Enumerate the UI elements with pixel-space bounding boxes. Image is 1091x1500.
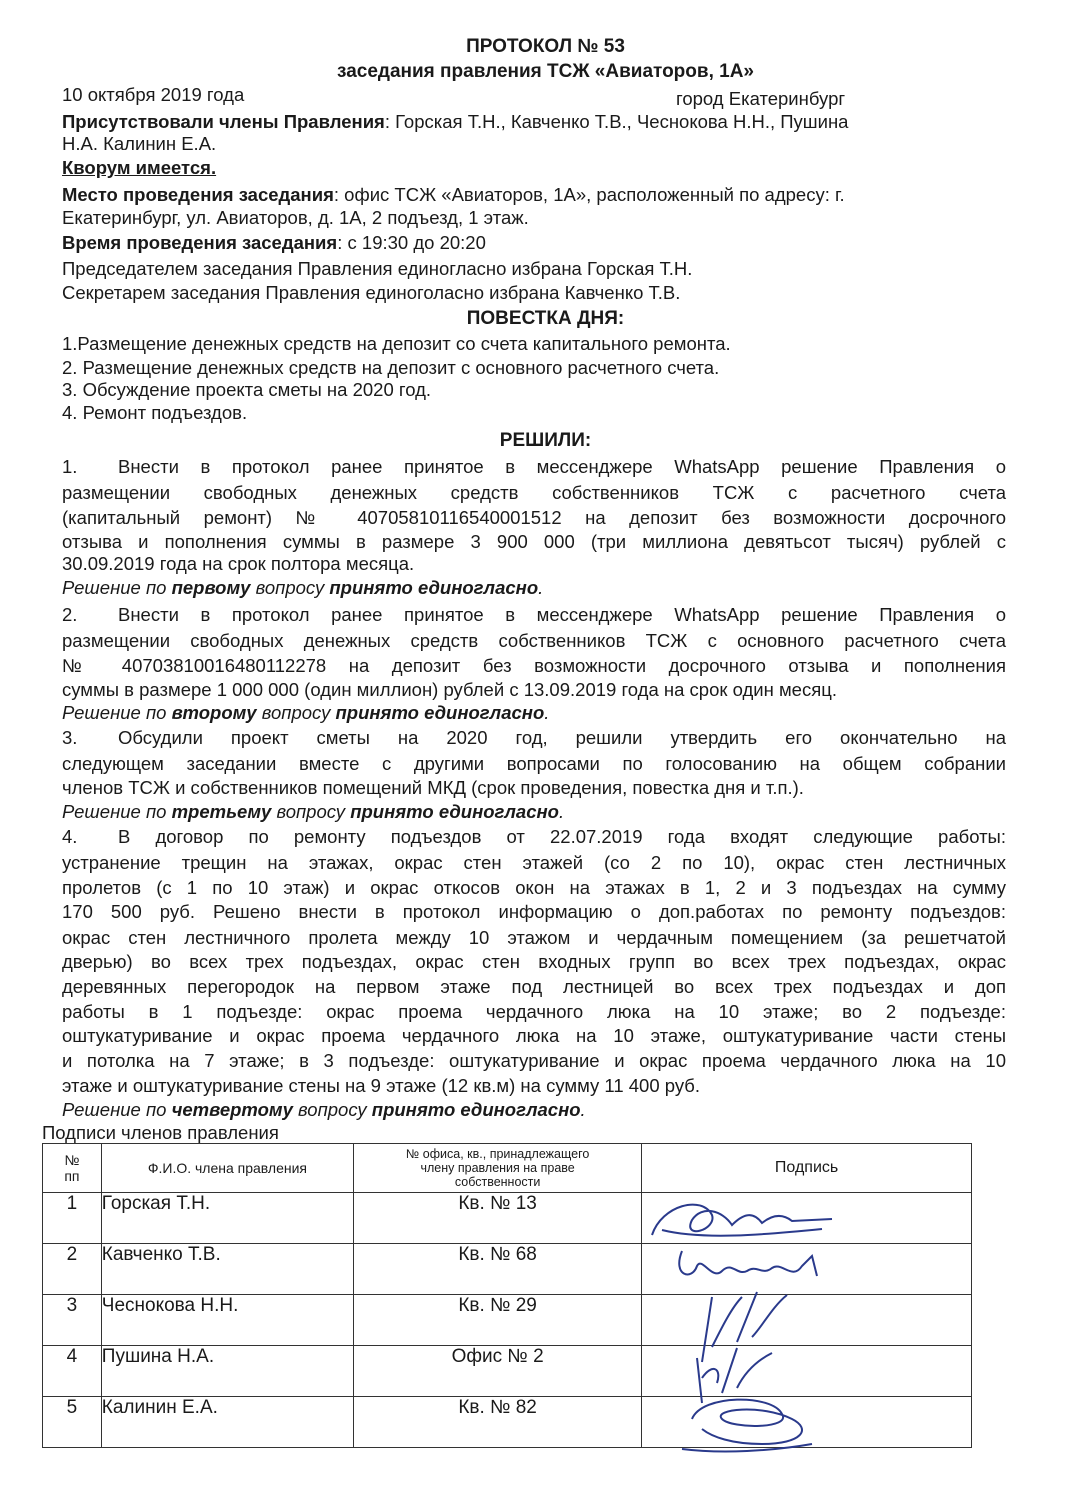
agenda-item: 2. Размещение денежных средств на депозит с основного расчетного счета.: [62, 357, 720, 378]
decision-4-line: работы в 1 подъезде: окрас проема чердачного люка на 10 этаже; во 2 подъезде:: [62, 1001, 1006, 1022]
attendance-line-2: Н.А. Калинин Е.А.: [62, 133, 217, 154]
signatures-table: [42, 1143, 972, 1448]
place-label: Место проведения заседания: [62, 184, 334, 205]
decision-2-line: суммы в размере 1 000 000 (один миллион) рублей с 13.09.2019 года на срок один месяц.: [62, 679, 837, 700]
member-office: Кв. № 82: [354, 1397, 642, 1448]
chairman-line: Председателем заседания Правления единогласно избрана Горская Т.Н.: [62, 258, 693, 279]
document-subtitle: заседания правления ТСЖ «Авиаторов, 1А»: [337, 61, 754, 82]
attendance-line: [62, 111, 1006, 133]
decision-3-line: следующем заседании вместе с другими вопросами по голосованию на общем собрании: [62, 753, 1006, 774]
member-name: Пушина Н.А.: [101, 1346, 353, 1397]
decision-2-line: № 40703810016480112278 на депозит без возможности досрочного отзыва и пополнения: [62, 655, 1006, 676]
table-row: 1 Горская Т.Н. Кв. № 13: [43, 1193, 972, 1244]
place-line-2: Екатеринбург, ул. Авиаторов, д. 1А, 2 подъезд, 1 этаж.: [62, 207, 529, 228]
attendance-list: : Горская Т.Н., Кавченко Т.В., Чеснокова Н.Н., Пушина: [384, 111, 849, 132]
col-num-header: № пп: [43, 1144, 102, 1193]
document-title: ПРОТОКОЛ № 53: [466, 36, 625, 57]
decision-1-line: (капитальный ремонт) № 40705810116540001512 на депозит без возможности досрочного: [62, 507, 1006, 528]
agenda-heading: ПОВЕСТКА ДНЯ:: [466, 308, 625, 329]
decision-4-line: 170 500 руб. Решено внести в протокол информацию о доп.работах по ремонту подъездов:: [62, 901, 1006, 922]
time-line: Время проведения заседания: с 19:30 до 20:20: [62, 232, 486, 253]
place-line: Место проведения заседания: офис ТСЖ «Авиаторов, 1А», расположенный по адресу: г.: [62, 184, 845, 205]
secretary-line: Секретарем заседания Правления единоголасно избрана Кавченко Т.В.: [62, 282, 681, 303]
decision-4-line: устранение трещин на этажах, окрас стен этажей (со 2 по 10), окрас стен лестничных: [62, 852, 1006, 873]
decision-3-line: членов ТСЖ и собственников помещений МКД (срок проведения, повестка дня и т.п.).: [62, 777, 804, 798]
decision-4-line: этаже и оштукатуривание стены на 9 этаже (12 кв.м) на сумму 11 400 руб.: [62, 1075, 701, 1096]
member-name: Чеснокова Н.Н.: [101, 1295, 353, 1346]
quorum: Кворум имеется.: [62, 157, 217, 178]
meeting-city: город Екатеринбург: [676, 88, 846, 109]
agenda-item: 1.Размещение денежных средств на депозит со счета капитального ремонта.: [62, 333, 731, 354]
decision-1-line: размещении свободных денежных средств собственников ТСЖ с расчетного счета: [62, 482, 1006, 503]
decision-4-line: пролетов (с 1 по 10 этаж) и окрас откосов окон на этажах в 1, 2 и 3 подъездах на сумму: [62, 877, 1006, 898]
member-office: Кв. № 68: [354, 1244, 642, 1295]
member-name: Горская Т.Н.: [101, 1193, 353, 1244]
decision-2-line: размещении свободных денежных средств собственников ТСЖ с основного расчетного счета: [62, 630, 1006, 651]
decision-4-line: деревянных перегородок на первом этаже под лестницей во всех трех подъездах и доп: [62, 976, 1006, 997]
member-name: Кавченко Т.В.: [101, 1244, 353, 1295]
decision-1-line: отзыва и пополнения суммы в размере 3 900 000 (три миллиона девятьсот тысяч) рублей с: [62, 531, 1006, 552]
signatures-caption: Подписи членов правления: [42, 1122, 279, 1143]
vote-result-3: Решение по третьему вопросу принято единогласно.: [62, 801, 565, 822]
member-name: Калинин Е.А.: [101, 1397, 353, 1448]
decisions-heading: РЕШИЛИ:: [499, 430, 592, 451]
decision-4-line: и потолка на 7 этаже; в 3 подъезде: оштукатуривание и окрас проема чердачного люка на 10: [62, 1050, 1006, 1071]
vote-result-1: Решение по первому вопросу принято единогласно.: [62, 577, 544, 598]
member-office: Офис № 2: [354, 1346, 642, 1397]
time-label: Время проведения заседания: [62, 232, 338, 253]
table-row: 3 Чеснокова Н.Н. Кв. № 29: [43, 1295, 972, 1346]
signature-5: [642, 1397, 972, 1448]
decision-1-line: 30.09.2019 года на срок полтора месяца.: [62, 553, 415, 574]
decision-4-line: оштукатуривание и окрас проема чердачного люка на 10 этаже, оштукатуривание части стены: [62, 1025, 1006, 1046]
decision-4-line: дверью) во всех трех подъездах, окрас стен входных групп во всех трех подъездах, окрас: [62, 951, 1006, 972]
agenda-item: 4. Ремонт подъездов.: [62, 402, 248, 423]
member-office: Кв. № 29: [354, 1295, 642, 1346]
table-row: 5 Калинин Е.А. Кв. № 82: [43, 1397, 972, 1448]
col-office-header: № офиса, кв., принадлежащего члену правления на праве собственности: [354, 1144, 642, 1193]
col-sign-header: Подпись: [642, 1144, 972, 1193]
agenda-item: 3. Обсуждение проекта сметы на 2020 год.: [62, 379, 432, 400]
table-row: 4 Пушина Н.А. Офис № 2: [43, 1346, 972, 1397]
member-office: Кв. № 13: [354, 1193, 642, 1244]
vote-result-2: Решение по второму вопросу принято единогласно.: [62, 702, 550, 723]
vote-result-4: Решение по четвертому вопросу принято единогласно.: [62, 1099, 586, 1120]
decision-3-line: 3. Обсудили проект сметы на 2020 год, решили утвердить его окончательно на: [62, 727, 1006, 748]
decision-4-line: окрас стен лестничного пролета между 10 этажом и чердачным помещением (за решетчатой: [62, 927, 1006, 948]
meeting-date: 10 октября 2019 года: [62, 84, 245, 105]
attendance-label: Присутствовали члены Правления: [62, 111, 385, 132]
table-row: 2 Кавченко Т.В. Кв. № 68: [43, 1244, 972, 1295]
decision-4-line: 4. В договор по ремонту подъездов от 22.07.2019 года входят следующие работы:: [62, 826, 1006, 847]
decision-1-line: 1. Внести в протокол ранее принятое в мессенджере WhatsApp решение Правления о: [62, 456, 1006, 477]
decision-2-line: 2. Внести в протокол ранее принятое в мессенджере WhatsApp решение Правления о: [62, 604, 1006, 625]
col-fio-header: Ф.И.О. члена правления: [101, 1144, 353, 1193]
